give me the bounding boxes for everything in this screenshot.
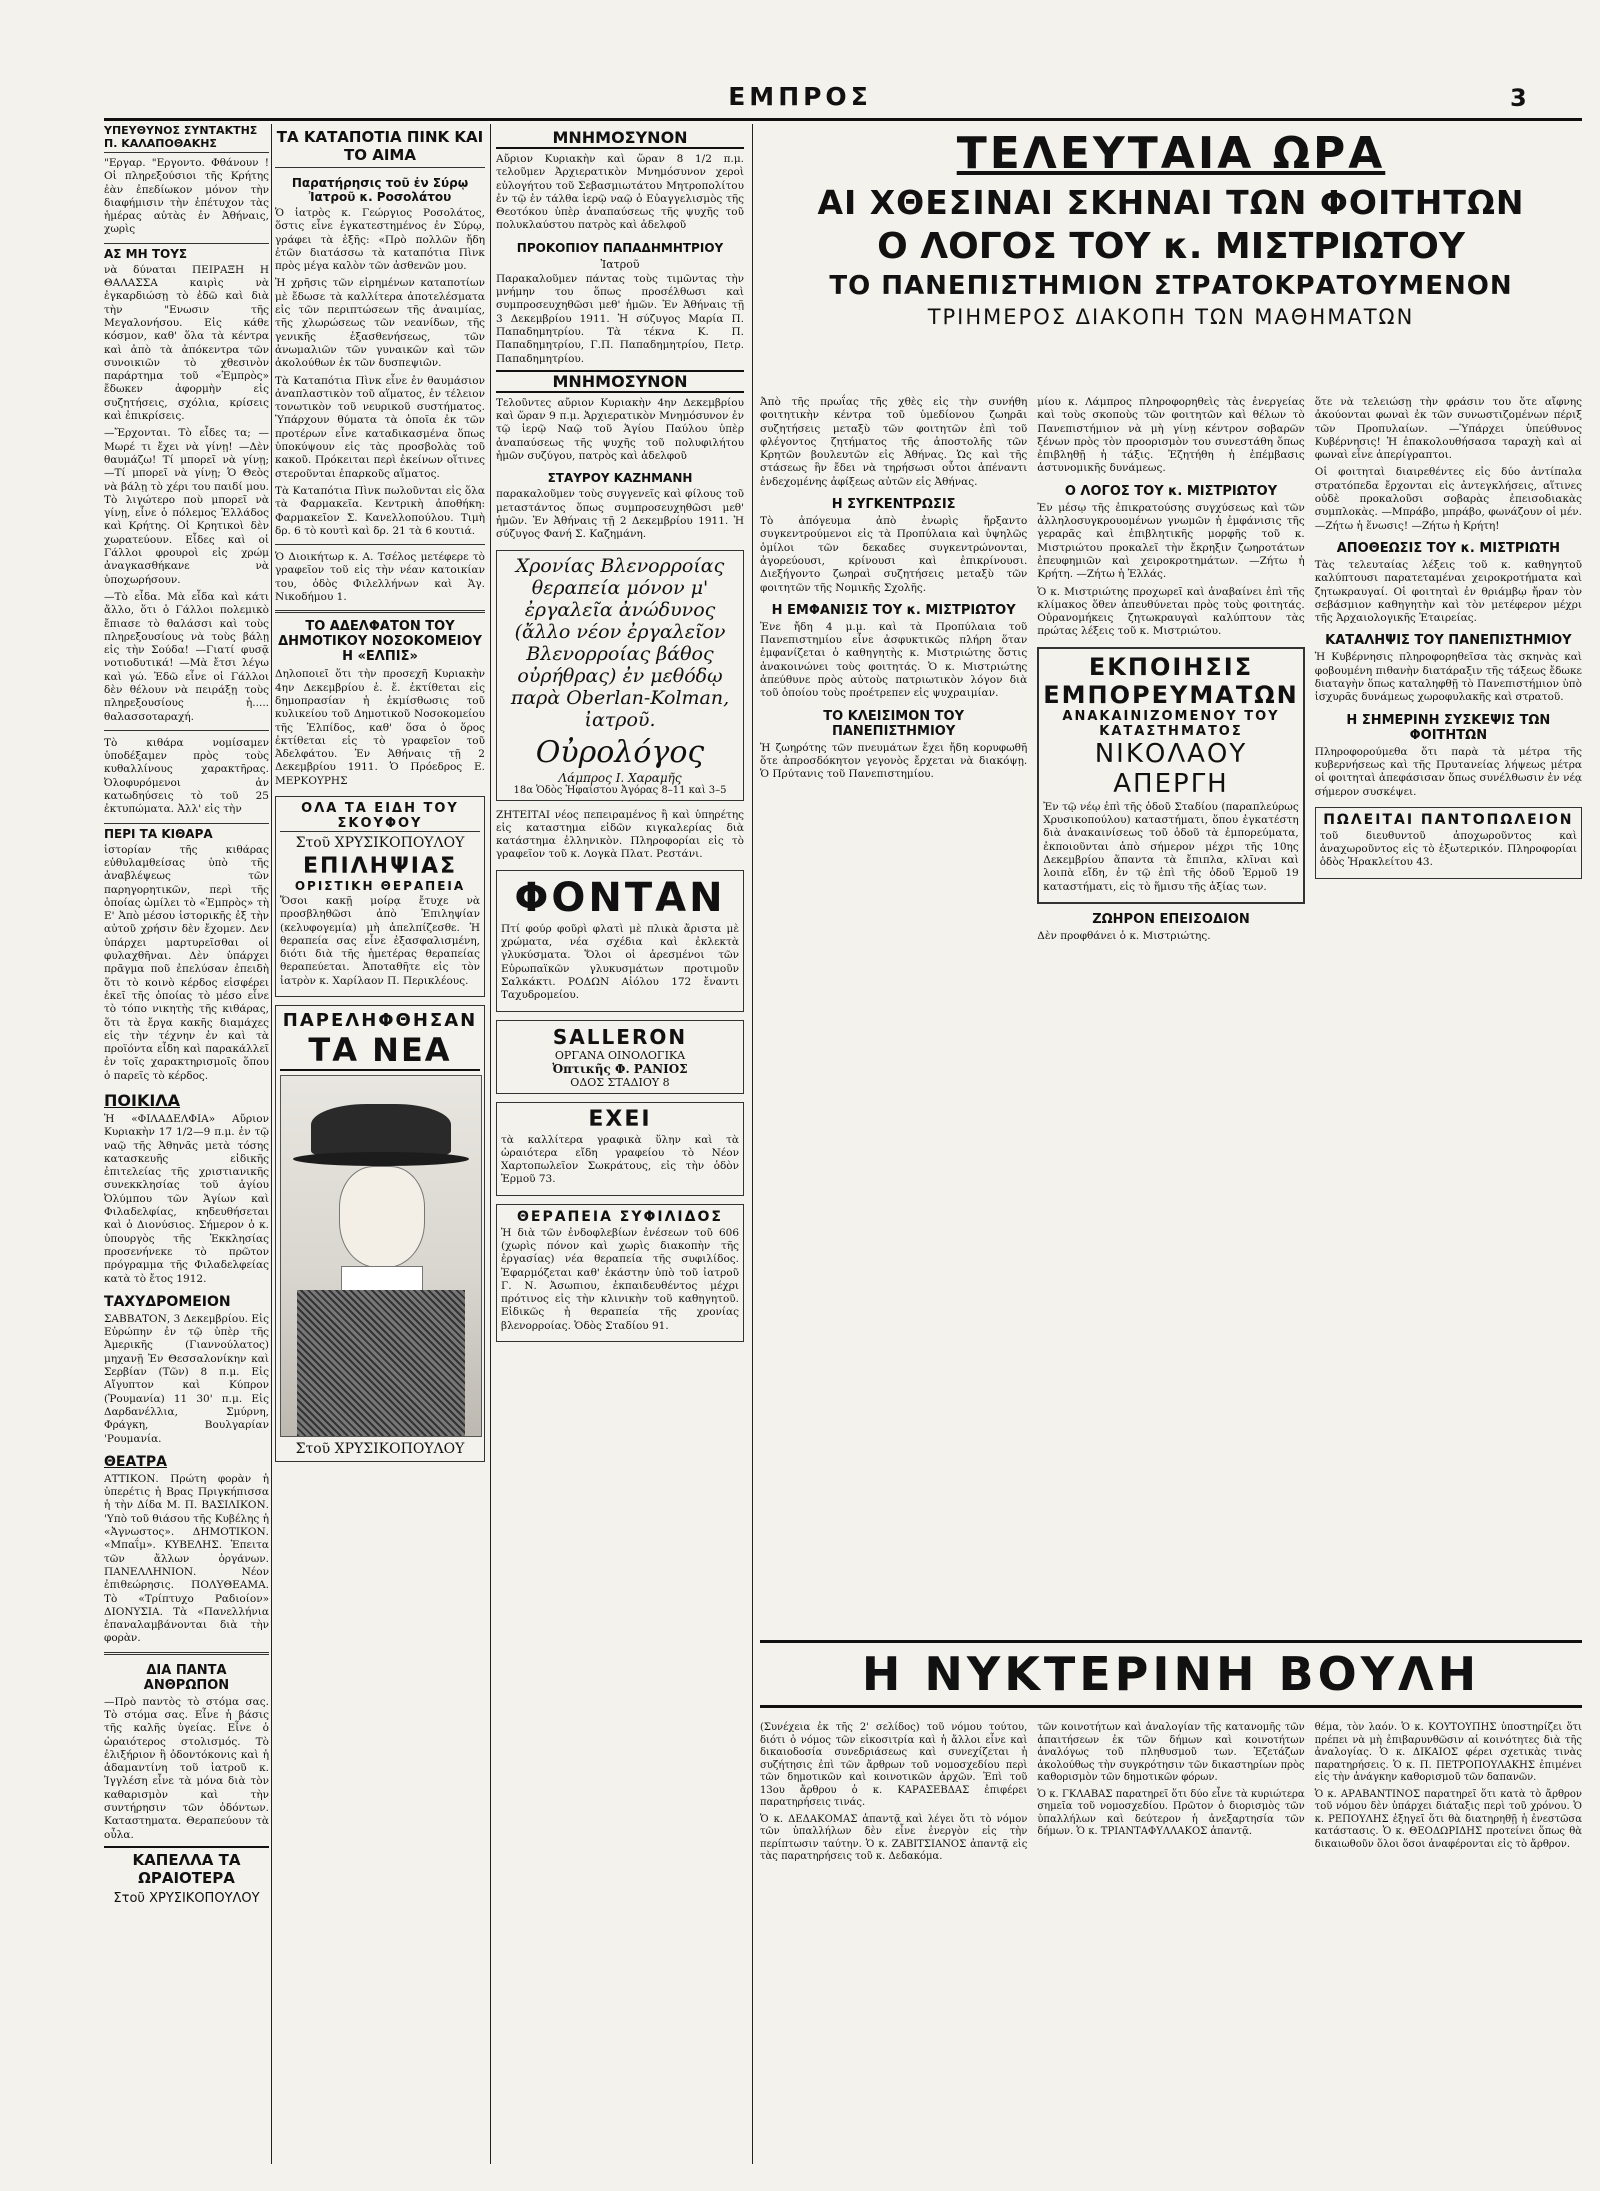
section-heading: ΠΕΡΙ ΤΑ ΚΙΘΑΡΑ xyxy=(104,823,269,841)
ad-box xyxy=(1037,647,1304,904)
notice-text: Δηλοποιεῖ ὅτι τὴν προσεχῆ Κυριακὴν 4ην Δεκεμβρίου ἐ. ἔ. ἐκτίθεται εἰς δημοπρασίαν ἡ ἐκμίσθωσις τοῦ κυλικείου τοῦ Δημοτικοῦ Νοσοκομείου τῆς Ἐλπίδος, καθ' ὅσα ὁ ὅρος ἐκτίθεται εἰς τὸ γραφεῖον τοῦ Ἀδελφάτου. Ἐν Ἀθήναις τῇ 2 Δεκεμβρίου 1911. Ὁ Πρόεδρος Ε. ΜΕΡΚΟΥΡΗΣ xyxy=(275,668,485,787)
divider xyxy=(275,610,485,613)
article-headline: ΤΑ ΚΑΤΑΠΟΤΙΑ ΠΙΝΚ ΚΑΙ ΤΟ ΑΙΜΑ xyxy=(275,128,485,168)
ad-shop-name: ΝΙΚΟΛΑΟΥ ΑΠΕΡΓΗ xyxy=(1094,738,1248,799)
article-text: Τὰς τελευταίας λέξεις τοῦ κ. καθηγητοῦ καλύπτουσι παρατεταμέναι χειροκροτήματα καὶ ζητωκραυγαί. Οἱ φοιτηταὶ ἐν θριάμβῳ ἤραν τὸν σεβάσμιον καθηγητὴν καὶ τὸν μετέφερον μέχρι τῆς Ἀρχαιολογικῆς Ἑταιρείας. xyxy=(1314,558,1582,625)
article-text: Ὁ κ. ΑΡΑΒΑΝΤΙΝΟΣ παρατηρεῖ ὅτι κατὰ τὸ ἄρθρον τοῦ νόμου δὲν ὑπάρχει διάταξις περὶ τοῦ χρόνου. Ὁ κ. ΡΕΠΟΥΛΗΣ ἐξηγεῖ ὅτι θὰ διατηρηθῇ ἡ ἐνεστῶσα κατάστασις. Ὁ κ. ΘΕΟΔΩΡΙΔΗΣ προτείνει ὅπως θὰ δικαιωθοῦν ὅλοι ὅσοι ἀναφέρονται εἰς τὸ ἄρθρον. xyxy=(1314,1788,1582,1850)
ad-text: Ἐν τῷ νέῳ ἐπὶ τῆς ὁδοῦ Σταδίου (παραπλεύρως Χρυσικοπούλου) καταστήματι, ὅπου ἐγκατέστη διὰ ἀνακαινίσεως τοῦ ὁδοῦ τὰ ἐμπορεύματα, ἐκποιοῦνται ἀπὸ σήμερον μέχρι τῆς 10ης Δεκεμβρίου ἅπαντα τὰ ἔπιπλα, κλῖναι καὶ λοιπὰ εἴδη, ἐν τῷ ἐπὶ τῆς ὁδοῦ Ἑρμοῦ 19 καταστήματι, εἰς τὸ ἥμισυ τῆς ἀξίας των. xyxy=(1043,800,1299,893)
article-subheading: Παρατήρησις τοῦ ἐν Σύρῳ Ἰατροῦ κ. Ροσολάτου xyxy=(291,176,469,204)
classified-text: ΖΗΤΕΙΤΑΙ νέος πεπειραμένος ἢ καὶ ὑπηρέτης εἰς καταστημα εἰδῶν κιγκαλερίας διὰ κατάστημα ἐλληνικὸν. Πληροφορίαι εἰς τὸ γραφεῖον τοῦ κ. Λογκὰ Πλατ. Ρεστάνι. xyxy=(496,808,744,861)
lead-story-column xyxy=(1315,394,1582,947)
article-text: —Ἔρχονται. Τὸ εἶδες τα; —Μωρέ τι ἔχει νὰ γίνῃ! —Δὲν θαυμάζω! Τί μπορεῖ νὰ γίνῃ; —Τί μπορεῖ νὰ γίνῃ; Ὁ Θεὸς νὰ βάλῃ τὸ χέρι του παιδί μου. Τὸ λιγώτερο ποὺ μπορεῖ νὰ γίνῃ, εἶνε ὁ πόλεμος Ἑλλάδος καὶ Κρήτης. Οἱ Κρητικοὶ δὲν χωρατεύουν. Εἶδες καὶ οἱ Γάλλοι φρουροὶ εἰς χρώμ ἀναγκασθήκανε νὰ ὑποχωρήσουν. xyxy=(104,427,269,586)
ad-shop-name: Στοῦ ΧΡΥΣΙΚΟΠΟΥΛΟΥ xyxy=(295,1441,465,1458)
ad-headline: ΟΛΑ ΤΑ ΕΙΔΗ ΤΟΥ ΣΚΟΥΦΟΥ xyxy=(280,801,480,832)
section-heading: ΤΑΧΥΔΡΟΜΕΙΟΝ xyxy=(104,1293,231,1310)
ad-headline: ΦΟΝΤΑΝ xyxy=(514,874,726,921)
article-text: Τὸ ἀπόγευμα ἀπὸ ἐνωρὶς ἤρξαντο συγκεντρούμενοι εἰς τὰ Προπύλαια καὶ ὑψηλῶς ὁμίλοι τῶν δεκαδες συγκεντρώνονται, ἀγορεύουσι, κρίνουσι καὶ ἐπικρίνουσι. Διεξήγοντο ζωηραὶ συζητήσεις μεταξὺ τῶν φοιτητῶν τῆς Νομικῆς Σχολῆς. xyxy=(760,515,1028,594)
article-text: Ἡ ζωηρότης τῶν πνευμάτων ἔχει ἤδη κορυφωθῆ ὅτε ἀπροσδόκητον γεγονὸς ἔρχεται νὰ διακόψῃ. Ὁ Πρύτανις τοῦ Πανεπιστημίου. xyxy=(760,741,1028,781)
ad-headline: ΘΕΡΑΠΕΙΑ ΣΥΦΙΛΙΔΟΣ xyxy=(517,1208,723,1225)
face-illustration xyxy=(339,1166,425,1268)
main-headline: ΤΕΛΕΥΤΑΙΑ ΩΡΑ xyxy=(956,128,1386,179)
article-text: Ὁ κ. ΔΕΔΑΚΟΜΑΣ ἀπαντᾷ καὶ λέγει ὅτι τὸ νόμον τῶν ὑπαλλήλων δὲν εἶνε ἐνεργὸν εἰς τὴν περίπτωσιν ταύτην. Ὁ κ. ΖΑΒΙΤΣΙΑΝΟΣ ἀπαντᾷ εἰς τὰς παρατηρήσεις τοῦ κ. Δεδακόμα. xyxy=(760,1813,1028,1862)
headline: ΑΙ ΧΘΕΣΙΝΑΙ ΣΚΗΝΑΙ ΤΩΝ ΦΟΙΤΗΤΩΝ xyxy=(817,183,1525,222)
page-number: 3 xyxy=(1510,84,1527,112)
ad-text: Ἡ διὰ τῶν ἐνδοφλεβίων ἐνέσεων τοῦ 606 (χωρὶς πόνον καὶ χωρὶς διακοπὴν τῆς ἐργασίας) νέα θεραπεία τῆς συφιλίδος. Ἐφαρμόζεται καθ' ἑκάστην ὑπὸ τοῦ ἰατροῦ Γ. Ν. Ἀσωπιου, ἐκπαιδευθέντος μέχρι πρότινος εἰς τὴν κλινικὴν τοῦ καθηγητοῦ. Εἰδικῶς ἡ θεραπεία τῆς χρονίας βλενορροίας. Ὁδὸς Σταδίου 91. xyxy=(501,1226,739,1332)
person-name: ΣΤΑΥΡΟΥ ΚΑΖΗΜΑΝΗ xyxy=(547,471,693,486)
article-text: Ἡ χρῆσις τῶν εἰρημένων καταποτίων μὲ ἔδωσε τὰ καλλίτερα ἀποτελέσματα εἰς τῶν περιπτώσεων τῆς ἀναιμίας, τῆς χλωρώσεως τῶν νεανίδων, τῆς γενικῆς ἐξασθενήσεως, τῶν ἀνωμαλιῶν τῶν γυναικῶν καὶ τῶν ἀκολούθων ἐκ τῶν δυσπεψιῶν. xyxy=(275,277,485,370)
section-heading: ΤΟ ΚΛΕΙΣΙΜΟΝ ΤΟΥ ΠΑΝΕΠΙΣΤΗΜΙΟΥ xyxy=(823,708,965,739)
divider xyxy=(275,544,485,545)
column-divider xyxy=(752,124,753,2164)
section-heading: ΑΣ ΜΗ ΤΟΥΣ xyxy=(104,243,269,261)
section-heading: Η ΕΜΦΑΝΙΣΙΣ ΤΟΥ κ. ΜΙΣΤΡΙΩΤΟΥ xyxy=(771,602,1016,618)
article-text: —Πρὸ παντὸς τὸ στόμα σας. Τὸ στόμα σας. Εἶνε ἡ βάσις τῆς καλῆς ὑγείας. Εἶνε ὁ ὡραιότερος στολισμός. Τὸ ἐλιξήριον ἢ ὀδοντόκονις καὶ ἡ ἀδαμαντίνη τοῦ ἰατροῦ κ. Ἰγγλέση εἶνε τὰ μόνα διὰ τὸν καθαρισμὸν καὶ τὴν συντήρησιν τῶν ὀδόντων. Καταστηματα. Θεραπεύουν τὰ οὖλα. xyxy=(104,1695,269,1841)
article-text: Ὁ κ. ΓΚΛΑΒΑΣ παρατηρεῖ ὅτι δύο εἶνε τὰ κυριώτερα σημεῖα τοῦ νομοσχεδίου. Πρῶτον ὁ διορισμὸς τῶν ὑπαλλήλων καὶ δεύτερον ἡ ἀνεξαρτησία τῶν δήμων. Ὁ κ. ΤΡΙΑΝΤΑΦΥΛΛΑΚΟΣ ἀπαντᾷ. xyxy=(1037,1788,1305,1837)
section-heading: ΔΙΑ ΠΑΝΤΑ ΑΝΘΡΩΠΟΝ xyxy=(143,1662,230,1693)
hat-brim-illustration xyxy=(293,1152,469,1166)
article-text: Ἡ Κυβέρνησις πληροφορηθεῖσα τὰς σκηνὰς καὶ φοβουμένη πιθανὴν διατάραξιν τῆς τάξεως ἔδωκε διαταγὴν ὅπως καταληφθῇ τὸ Πανεπιστήμιον ὑπὸ ἰσχυρᾶς δυνάμεως χωροφυλακῆς καὶ στρατοῦ. xyxy=(1314,651,1582,704)
column-2 xyxy=(275,124,485,2164)
ad-box-portrait xyxy=(275,1005,485,1462)
ad-headline: ΠΩΛΕΙΤΑΙ ΠΑΝΤΟΠΩΛΕΙΟΝ xyxy=(1323,811,1574,828)
article-text: Ὁ ἰατρὸς κ. Γεώργιος Ροσολάτος, ὅστις εἶνε ἐγκατεστημένος ἐν Σύρῳ, γράφει τὰ ἑξῆς: «Πρὸ πολλῶν ἤδη ἐτῶν διατάσσω τὰ καταπότια Πὶνκ πρὸς μέγα καλὸν τῶν ἀσθενῶν μου. xyxy=(275,207,485,273)
ad-text: Ὀπτικῆς Φ. ΡΑΝΙΟΣ xyxy=(552,1061,688,1076)
ad-headline: Οὐρολόγος xyxy=(535,734,705,770)
notice-text: Παρακαλοῦμεν πάντας τοὺς τιμῶντας τὴν μνήμην του ὅπως προσέλθωσι καὶ συμπροσευχηθῶσι μεθ' ἡμῶν. Ἐν Ἀθήναις τῇ 3 Δεκεμβρίου 1911. Ἡ σύζυγος Μαρία Π. Παπαδημητρίου. Τὰ τέκνα Κ. Π. Παπαδημητρίου, Γ.Π. Παπαδημητρίου, Πετρ. Παπαδημητρίου. xyxy=(496,272,744,365)
newspaper-title: ΕΜΠΡΟΣ xyxy=(728,82,872,111)
section-heading: ΘΕΑΤΡΑ xyxy=(104,1453,167,1470)
article-text: ἱστορίαν τῆς κιθάρας εὐθυλαμθείσας ὑπὸ τῆς ἀναβλέψεως τῶν παρηγορητικῶν, περὶ τῆς ὁποίας ὡμίλει τὸ «Ἐμπρὸς» τὴ Ε' Ἀπὸ μέσου ἱστορικῆς ἐξ τὴν αὐτοῦ χρήσιν δὲν ἔχομεν. Δεν ὑπάρχει μαρτυρεῖσθαι οἱ φυλαχθῆναι. Δὲν ὑπάρχει πρᾶγμα ποῦ ἐπελύσαν ἐπειδὴ ὅτι τὸ κοινὸ κέρδος εἰσφέρει ἐκεῖ τῆς ὁποίας τὸ μέσο εἶνε τὸ τόπο νικητὴς τῆς κιθάρας, ὅτι τὰ ἔργα κακῆς διαμάχες εἰς τὴν τέχνην ἐν καὶ τὰ προϊόντα εἶδη καὶ παρακάλλεῖ ἐν τοῖς χαρακτηρισμοῖς ὅπου ὁ παρεῖς τὸ κέρδος. xyxy=(104,843,269,1082)
person-name: ΠΡΟΚΟΠΙΟΥ ΠΑΠΑΔΗΜΗΤΡΙΟΥ xyxy=(516,240,724,255)
column-1 xyxy=(104,124,269,2164)
ad-box xyxy=(275,796,485,997)
headline: ΤΡΙΗΜΕΡΟΣ ΔΙΑΚΟΠΗ ΤΩΝ ΜΑΘΗΜΑΤΩΝ xyxy=(927,305,1415,329)
section-heading: ΚΑΤΑΛΗΨΙΣ ΤΟΥ ΠΑΝΕΠΙΣΤΗΜΙΟΥ xyxy=(1325,633,1572,649)
article-text: θέμα, τὸν λαόν. Ὁ κ. ΚΟΥΤΟΥΠΗΣ ὑποστηρίζει ὅτι πρέπει νὰ μὴ ἐπιβαρυνθῶσιν αἱ κοινότητες διὰ τῆς ἀναλογίας. Ὁ κ. ΔΙΚΑΙΟΣ φέρει σχετικὰς τινὰς παρατηρήσεις. Ὁ κ. Π. ΠΕΤΡΟΠΟΥΛΑΚΗΣ ἐπιμένει εἰς τὴν ἀνάγκην καθορισμοῦ τῶν δαπανῶν. xyxy=(1314,1722,1582,1783)
ad-box xyxy=(1315,807,1582,879)
ad-box xyxy=(496,1020,744,1094)
article-text: —Τὸ εἶδα. Μὰ εἶδα καὶ κάτι ἄλλο, ὅτι ὁ Γάλλοι πολεμικὸ ἔπιασε τὸ θαλάσσι καὶ τοὺς πληρεξουσίους νὰ τοὺς βάλῃ εἰς τὴν Σούδα! —Γιατί φυσᾷ νοτιοδυτικά! —Μὰ ἔτσι λέγω καὶ γώ. Ἐδῶ εἶνε οἱ Γάλλοι δὲν θέλουν νὰ πειράξῃ τοὺς πληρεξουσίους ἡ..... θαλασσοταραχή. xyxy=(104,590,269,723)
article-text: Οἱ φοιτηταὶ διαιρεθέντες εἰς δύο ἀντίπαλα στρατόπεδα ἔρχονται εἰς ἀντεγκλήσεις, αἵτινες οὐδὲ προκαλοῦσι σοβαρὰς ἐπεισοδιακὰς συμπλοκὰς. —Μπράβο, μπράβο, φωνάζουν οἱ μέν. —Ζήτω ἡ ἕνωσις! —Ζήτω ἡ Κρήτη! xyxy=(1314,466,1582,532)
article-text: "Εργαρ. "Εργοντο. Φθάνουν ! Οἱ πληρεξούσιοι τῆς Κρήτης ἐὰν ἐπεδίωκον μόνον τὴν διαφήμισιν τὴν ἐπέτυχον τὰς ἡμέρας αὐτὰς ἐν Ἀθήναις, χωρὶς xyxy=(104,157,269,236)
hat-illustration xyxy=(311,1104,451,1156)
ad-headline: ΚΑΠΕΛΛΑ ΤΑ ΩΡΑΙΟΤΕΡΑ xyxy=(104,1846,269,1887)
divider xyxy=(104,730,269,731)
article-text: ΑΤΤΙΚΟΝ. Πρώτη φορὰν ἡ ὑπερέτις ἡ Βρας Πριγκήπισσα ἡ τὴν Δίδα Μ. Π. ΒΑΣΙΛΙΚΟΝ. 'Υπὸ τοῦ θιάσου τῆς Κυβέλης ἡ «Ἀγνωστος». ΔΗΜΟΤΙΚΟΝ. «Μπαΐμ». ΚΥΒΕΛΗΣ. Ἐπειτα τῶν ἄλλων ὀργάνων. ΠΑΝΕΛΛΗΝΙΟΝ. Νέον ἐπιθεώρησις. ΠΟΛΥΘΕΑΜΑ. Τὸ «Τρίπτυχο Ραδιοίον» ΔΙΟΝΥΣΙΑ. Τὰ «Πανελλήνια ἐπαναλαμβάνονται διὰ τὴν φορὰν. xyxy=(104,1472,269,1645)
ad-headline: ΕΠΙΛΗΨΙΑΣ xyxy=(303,853,457,879)
column-divider xyxy=(271,124,272,2164)
article-text: Ἐν μέσῳ τῆς ἐπικρατούσης συγχύσεως καὶ τῶν ἀλληλοσυγκρουομένων γνωμῶν ἡ ἐμφάνισις τῆς γεραρᾶς καὶ ἐπιβλητικῆς μορφῆς τοῦ κ. Μιστριώτου προκαλεῖ τὴν ἔκρηξιν ζωηροτάτων ἐπευφημιῶν καὶ χειροκροτημάτων. —Ζήτω ἡ Κρήτη. —Ζήτω ἡ Ἑλλάς. xyxy=(1037,501,1305,581)
headline: Ο ΛΟΓΟΣ ΤΟΥ κ. ΜΙΣΤΡΙΩΤΟΥ xyxy=(877,226,1465,267)
lead-story-columns xyxy=(760,394,1582,947)
person-role: Ἰατροῦ xyxy=(600,257,640,271)
article-text: Δὲν προφθάνει ὁ κ. Μιστριώτης. xyxy=(1037,929,1211,942)
ad-box xyxy=(496,1102,744,1196)
ad-text: τοῦ διευθυντοῦ ἀποχωροῦντος καὶ ἀναχωροῦντος εἰς τὸ ἐξωτερικόν. Πληροφορίαι ὁδὸς Ἡρακλείτου 43. xyxy=(1319,829,1577,869)
notice-headline: ΤΟ ΑΔΕΛΦΑΤΟΝ ΤΟΥ ΔΗΜΟΤΙΚΟΥ ΝΟΣΟΚΟΜΕΙΟΥ Η «ΕΛΠΙΣ» xyxy=(278,619,482,665)
ad-text: Χρονίας Βλενορροίας θεραπεία μόνον μ' ἐργαλεῖα ἀνώδυνος (ἄλλο νέον ἐργαλεῖον Βλενορροίας βάθος οὐρήθρας) ἐν μεθόδῳ παρὰ Oberlan-Kolman, ἰατροῦ. xyxy=(510,554,730,731)
coat-illustration xyxy=(297,1290,465,1436)
column-divider xyxy=(490,124,491,2164)
ad-box xyxy=(496,550,744,801)
masthead xyxy=(0,0,1600,118)
section-heading: ΖΩΗΡΟΝ ΕΠΕΙΣΟΔΙΟΝ xyxy=(1092,911,1250,927)
section-heading: Η ΣΗΜΕΡΙΝΗ ΣΥΣΚΕΨΙΣ ΤΩΝ ΦΟΙΤΗΤΩΝ xyxy=(1346,712,1551,743)
bottom-headline: Η ΝΥΚΤΕΡΙΝΗ ΒΟΥΛΗ xyxy=(760,1640,1582,1708)
article-text: νὰ δύναται ΠΕΙΡΑΞΗ Η ΘΑΛΑΣΣΑ καιρὶς νὰ ἐγκαρδιώσῃ τὸ ἐδῶ καὶ διὰ τὴν "Ενωσιν τῆς Μεγαλονήσου. Εἰς κάθε κόσμον, καθ' ὅλα τὰ κέντρα καὶ ἀπὸ τὰ ἀπόκεντρα τῶν συνοικιῶν τὸ χθεσινὸν παράρτημα τοῦ «Ἐμπρὸς» ἔδωκεν ἀφορμὴν εἰς συζητήσεις, σχόλια, κρίσεις καὶ ἐπικρίσεις. xyxy=(104,263,269,423)
ad-address: 18α Ὁδὸς Ἡφαίστου Ἀγόρας 8–11 καὶ 3–5 xyxy=(513,784,727,796)
section-heading: ΑΠΟΘΕΩΣΙΣ ΤΟΥ κ. ΜΙΣΤΡΙΩΤΗ xyxy=(1336,540,1561,556)
notice-headline: ΜΝΗΜΟΣΥΝΟΝ xyxy=(496,370,744,393)
editor-signature: ΥΠΕΥΘΥΝΟΣ ΣΥΝΤΑΚΤΗΣ Π. ΚΑΛΑΠΟΘΑΚΗΣ xyxy=(104,124,269,153)
section-heading: Ο ΛΟΓΟΣ ΤΟΥ κ. ΜΙΣΤΡΙΩΤΟΥ xyxy=(1064,483,1278,499)
notice-text: Αὔριον Κυριακὴν καὶ ὥραν 8 1/2 π.μ. τελοῦμεν Ἀρχιερατικὸν Μνημόσυνον χεροὶ εὐλογήτου τοῦ Σεβασμιωτάτου Μητροπολίτου ἐν τῷ ἐν τάλθα ἱερῷ ναῷ ὁ Εὐαγγελισμὸς τῆς Θεοτόκου ὑπὲρ ἀναπαύσεως τῆς ψυχῆς τοῦ πολυκλαύστου πατρὸς καὶ ἀδελφοῦ xyxy=(496,153,744,232)
masthead-rule xyxy=(104,118,1582,121)
ad-subheadline: ΑΝΑΚΑΙΝΙΖΟΜΕΝΟΥ ΤΟΥ ΚΑΤΑΣΤΗΜΑΤΟΣ xyxy=(1062,708,1280,739)
bottom-column xyxy=(1315,1720,1582,2170)
article-text: Τὰ Καταπότια Πὶνκ εἶνε ἐν θαυμάσιον ἀναπλαστικὸν τοῦ αἵματος, ἐν τέλειον τονωτικὸν τοῦ νευρικοῦ συστήματος. Ὑπάρχουν θύματα τὰ ὁποῖα ἐκ τῶν προτέρων εἶνε καταδικασμένα ὅπως ὑποκύψουν εἰς τὰς προσβολὰς τοῦ κακοῦ. Πρόκειται περὶ ἐκείνων οἵτινες στεροῦνται ἐπαρκοῦς αἵματος. xyxy=(275,374,485,480)
ad-shop-name: Στοῦ ΧΡΥΣΙΚΟΠΟΥΛΟΥ xyxy=(113,1890,260,1906)
divider xyxy=(104,1652,269,1655)
article-text: (Συνέχεια ἐκ τῆς 2' σελίδος) τοῦ νόμου τούτου, διότι ὁ νόμος τῶν εἰκοσιτρία καὶ ἡ ἄλλοι εἶνε καὶ δικαιοδοσία συνεδριάσεως καὶ συνεχίζεται ἡ συζήτησις ἐπὶ τῶν ἄρθρων τοῦ νομοσχεδίου περὶ τῶν δημοτικῶν καὶ κοινοτικῶν ἀρχῶν. Ἐπὶ τοῦ 13ου ἄρθρου ὁ κ. ΚΑΡΑΣΕΒΔΑΣ ἐπιφέρει παρατηρήσεις τινάς. xyxy=(760,1722,1028,1808)
article-text: Ὁ κ. Μιστριώτης προχωρεῖ καὶ ἀναβαίνει ἐπὶ τῆς κλίμακος ὅθεν ἀπευθύνεται πρὸς τοὺς φοιτητάς. Οὐρανομήκεις ζητωκραυγαὶ καλύπτουν τὰς πρώτας λέξεις τοῦ κ. Μιστριώτου. xyxy=(1037,585,1305,638)
headline: ΤΟ ΠΑΝΕΠΙΣΤΗΜΙΟΝ ΣΤΡΑΤΟΚΡΑΤΟΥΜΕΝΟΝ xyxy=(829,271,1513,301)
bottom-section-columns xyxy=(760,1720,1582,2170)
article-text: Ἐνε ἤδη 4 μ.μ. καὶ τὰ Προπύλαια τοῦ Πανεπιστημίου εἶνε ἀσφυκτικῶς πλήρη ὅταν ἐμφανίζεται ὁ καθηγητὴς κ. Μιστριώτης ὅστις ἀνακοινώνει τοὺς φοιτητάς. Ὁ κ. Μιστριώτης ἀπεύθυνε πρὸς αὐτοὺς πατριωτικὸν λόγον διὰ τοῦ ὁποίου τοὺς προέτρεπεν εἰς ψυχραιμίαν. xyxy=(760,620,1028,700)
notice-text: παρακαλοῦμεν τοὺς συγγενεῖς καὶ φίλους τοῦ μεταστάντος ὅπως συμπροσευχηθῶσι μεθ' ἡμῶν. Ἐν Ἀθήναις τῇ 2 Δεκεμβρίου 1911. Ἡ σύζυγος Φανή Σ. Καζημάνη. xyxy=(496,488,744,541)
notice-text: Τελοῦντες αὔριον Κυριακὴν 4ην Δεκεμβρίου καὶ ὥραν 9 π.μ. Ἀρχιερατικὸν Μνημόσυνον ἐν τῷ ἱερῷ Ναῷ τοῦ Ἁγίου Παύλου ὑπὲρ ἀναπαύσεως τῆς ψυχῆς τοῦ πολυφιλήτου ἡμῶν συζύγου, πατρὸς καὶ ἀδελφοῦ xyxy=(496,396,744,463)
ad-text: Πτί φούρ φοῦρὶ φλατὶ μὲ πλικὰ ἄριστα μὲ χρώματα, νέα σχέδια καὶ ἐκλεκτὰ γλυκύσματα. Ὅλοι οἱ ἀρεσμένοι τῶν Εὐρωπαϊκῶν γλυκυσμάτων προτιμοῦν Σαλκάκτι. ΡΟΔΩΝ Αἰόλου 172 ἔναντι Ταχυδρομείου. xyxy=(501,922,739,1002)
ad-text: ΟΡΓΑΝΑ ΟΙΝΟΛΟΓΙΚΑ xyxy=(554,1048,686,1062)
ad-address: ΟΔΟΣ ΣΤΑΔΙΟΥ 8 xyxy=(570,1075,670,1089)
ad-box xyxy=(496,1204,744,1342)
section-heading: Η ΣΥΓΚΕΝΤΡΩΣΙΣ xyxy=(831,497,956,513)
article-text: Τὸ κιθάρα νομίσαμεν ὑποδέξαμεν πρὸς τοὺς κυθαλλίνους χαρακτῆρας. Ὀλοφυρόμενοι ἀν κατωδηύσεις τὸ τοῦ 25 ἐκτυπώματα. Ἀλλ' εἰς τὴν xyxy=(104,736,269,816)
ad-headline: ΕΚΠΟΙΗΣΙΣ ΕΜΠΟΡΕΥΜΑΤΩΝ xyxy=(1043,652,1299,709)
column-3 xyxy=(496,124,744,2164)
ad-headline: ΕΧΕΙ xyxy=(588,1106,652,1132)
ad-subheadline: ΟΡΙΣΤΙΚΗ ΘΕΡΑΠΕΙΑ xyxy=(294,878,466,893)
ad-headline: ΤΑ ΝΕΑ xyxy=(280,1031,480,1071)
notice-headline: ΜΝΗΜΟΣΥΝΟΝ xyxy=(496,128,744,149)
section-heading: ΠΟΙΚΙΛΑ xyxy=(104,1091,181,1110)
article-text: Ἀπὸ τῆς πρωΐας τῆς χθὲς εἰς τὴν συνήθη φοιτητικὴν κέντρα τοῦ ὑμεδίονου ζωηρᾶι συζητήσεις μεταξὺ τῶν φοιτητῶν ἐπὶ τοῦ φλέγοντος ζητήματος τῆς ἀποστολῆς τῶν Κρητῶν βουλευτῶν εἰς Ἀθήνας. Ὡς καὶ τῆς στάσεως ἣν ἔδει νὰ τηρήσωσι οὗτοι ἀπέναντι ἐνδεχομένης ἀφίξεως αὐτῶν εἰς Ἀθήνας. xyxy=(760,396,1028,488)
man-portrait-illustration xyxy=(280,1075,482,1437)
lead-story-column xyxy=(760,394,1027,947)
bottom-column xyxy=(760,1720,1027,2170)
ad-text: Ὅσοι κακῇ μοίρᾳ ἔτυχε νὰ προσβληθῶσι ἀπὸ Ἐπιληψίαν (κελυφογεμία) μὴ ἀπελπίζεσθε. Ἡ θεραπεία σας εἶνε ἐξασφαλισμένη, διότι διὰ τῆς ἡμετέρας θεραπείας θεραπεύεται. Ἀποταθῆτε εἰς τὸν ἰατρὸν κ. Χαρίλαον Π. Περικλέους. xyxy=(280,894,480,987)
ad-text: τὰ καλλίτερα γραφικὰ ὕλην καὶ τὰ ὡραιότερα εἴδη γραφείου τὸ Νέον Χαρτοπωλεῖον Σωκράτους, εἰς τὴν ὁδὸν Ἑρμοῦ 73. xyxy=(501,1133,739,1186)
article-text: Ὁ Διοικήτωρ κ. Α. Τσέλος μετέφερε τὸ γραφεῖον τοῦ εἰς τὴν νέαν κατοικίαν του, ὁδὸς Φιλελλήνων καὶ Ἁγ. Νικοδήμου 1. xyxy=(275,551,485,604)
article-text: Τὰ Καταπότια Πὶνκ πωλοῦνται εἰς ὅλα τὰ Φαρμακεῖα. Κεντρικὴ ἀποθήκη: Φαρμακεῖον Σ. Κανελλοπούλου. Τιμὴ δρ. 6 τὸ κουτὶ καὶ δρ. 21 τὰ 6 κουτιά. xyxy=(275,484,485,537)
article-text: Ἡ «ΦΙΛΑΔΕΛΦΙΑ» Αὔριον Κυριακὴν 17 1/2—9 π.μ. ἐν τῷ ναῷ τῆς Ἀθηνᾶς μετὰ τόσης κατασκευῆς εἰδικῆς ἐπιτελείας τῆς χριστιανικῆς συνεκκλησίας τοῦ ἁγίου Ὀλύμπου τῶν Ἁγίων καὶ Φιλαδελφίας, κηδευθήσεται καὶ ὁ Διονύσιος. Σήμερον ὁ κ. ὑπουργὸς τῆς Ἐκκλησίας προσενήνεκε τὸ πρῶτον πρόγραμμα τῆς Φιλαδελφείας κατὰ τὸ ἔτος 1912. xyxy=(104,1113,269,1285)
lead-story-column xyxy=(1037,394,1304,947)
article-text: τῶν κοινοτήτων καὶ ἀναλογίαν τῆς κατανομῆς τῶν ἀπαιτήσεων ἐκ τῶν δήμων καὶ κοινοτήτων ἀναλόγως τοῦ πληθυσμοῦ των. Ἐζετάζων ἀκολούθως τὴν συγκρότησιν τῶν δικαστηρίων πρὸς καθορισμὸν τῶν δημοτικῶν φόρων. xyxy=(1037,1722,1305,1783)
ad-headline: SALLERON xyxy=(552,1024,688,1049)
lead-story xyxy=(760,124,1582,1644)
ad-box xyxy=(496,870,744,1012)
ad-doctor-name: Λάμπρος Ι. Χαραμῆς xyxy=(558,770,682,785)
article-text: ὅτε νὰ τελειώσῃ τὴν φράσιν του ὅτε αἴφνης ἀκούονται φωναὶ ἐκ τῶν συνωστιζομένων πέριξ τῶν Προπυλαίων. —Ὑπάρχει ὑπεύθυνος Κυβέρνησις! Ἡ ἐπακολουθήσασα ταραχὴ καὶ αἱ φωναὶ εἶνε ἀπερίγραπτοι. xyxy=(1314,396,1582,462)
article-text: Πληροφορούμεθα ὅτι παρὰ τὰ μέτρα τῆς κυβερνήσεως καὶ τῆς Πρυτανείας λήψεως μέτρα οἱ φοιτηταὶ ἀπεφάσισαν ὅπως συνέλθωσιν ἐν νέᾳ σήμερον συσκέψει. xyxy=(1314,745,1582,798)
article-text: ΣΑΒΒΑΤΟΝ, 3 Δεκεμβρίου. Εἰς Εὐρώπην ἐν τῷ ὑπὲρ τῆς Ἀμερικῆς (Γιαννούλατος) μηχανῇ Ἐν Θεσσαλονίκην καὶ Σερβίαν (Τῶν) 8 π.μ. Εἰς Αἴγυπτον καὶ Κύπρον (Ῥουμανία) 11 30' π.μ. Εἰς Δαρδανέλλια, Σμύρνη, Φράγκη, Βουλγαρίαν 'Ρουμανία. xyxy=(104,1312,269,1445)
ad-shop-name: Στοῦ ΧΡΥΣΙΚΟΠΟΥΛΟΥ xyxy=(295,834,465,851)
ad-headline: ΠΑΡΕΛΗΦΘΗΣΑΝ xyxy=(282,1010,478,1032)
article-text: μίου κ. Λάμπρος πληροφορηθεὶς τὰς ἐνεργείας καὶ τοὺς σκοποὺς τῶν φοιτητῶν καὶ θέλων τὸ Πανεπιστήμιον νὰ μὴ γίνῃ κέντρον σοβαρῶν ξένων πρὸς τὸν προορισμὸν του συνεστάθη ὅπως ἐπιβληθῇ ἡ τάξις. Ἐζητήθη ἡ ἐπέμβασις ἀστυνομικῆς δυνάμεως. xyxy=(1037,396,1305,475)
bottom-column xyxy=(1037,1720,1304,2170)
